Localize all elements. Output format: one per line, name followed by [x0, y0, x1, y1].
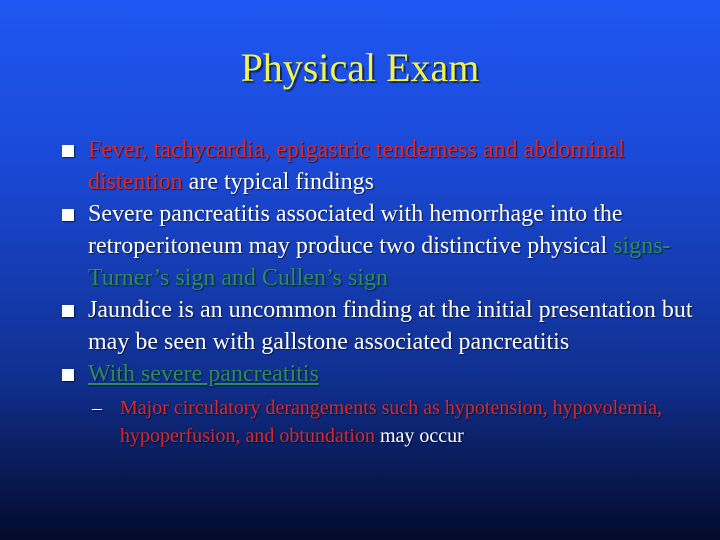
- square-bullet-icon: [62, 369, 74, 381]
- square-bullet-icon: [62, 145, 74, 157]
- bullet-list: [62, 134, 702, 450]
- dash-marker: –: [92, 397, 102, 419]
- bullet-item: [62, 358, 702, 390]
- sub-bullet-container: [62, 394, 702, 450]
- bullet-text: are typical findings: [182, 169, 374, 195]
- square-bullet-icon: [62, 305, 74, 317]
- sub-bullet-list: [62, 394, 702, 450]
- bullet-text: Severe pancreatitis associated with hemorrhage into the retroperitoneum may produce two distinctive physical: [88, 201, 623, 259]
- bullet-green-link-text: With severe pancreatitis: [88, 361, 319, 387]
- sub-bullet-text: may occur: [374, 425, 464, 447]
- bullet-item: [62, 134, 702, 198]
- bullet-text: Jaundice is an uncommon finding at the initial presentation but may be seen with gallstone associated pancreatitis: [88, 297, 693, 355]
- bullet-red-text: Fever, tachycardia, epigastric tenderness and abdominal distention: [88, 137, 625, 195]
- bullet-item: [62, 198, 702, 294]
- square-bullet-icon: [62, 209, 74, 221]
- sub-bullet-item: [88, 394, 702, 450]
- bullet-item: [62, 294, 702, 358]
- bullet-green-text: signs-Turner’s sign and Cullen’s sign: [88, 233, 671, 291]
- sub-bullet-red-text: Major circulatory derangements such as hypotension, hypovolemia, hypoperfusion, and obtundation: [120, 397, 663, 447]
- slide-title: Physical Exam: [240, 45, 480, 90]
